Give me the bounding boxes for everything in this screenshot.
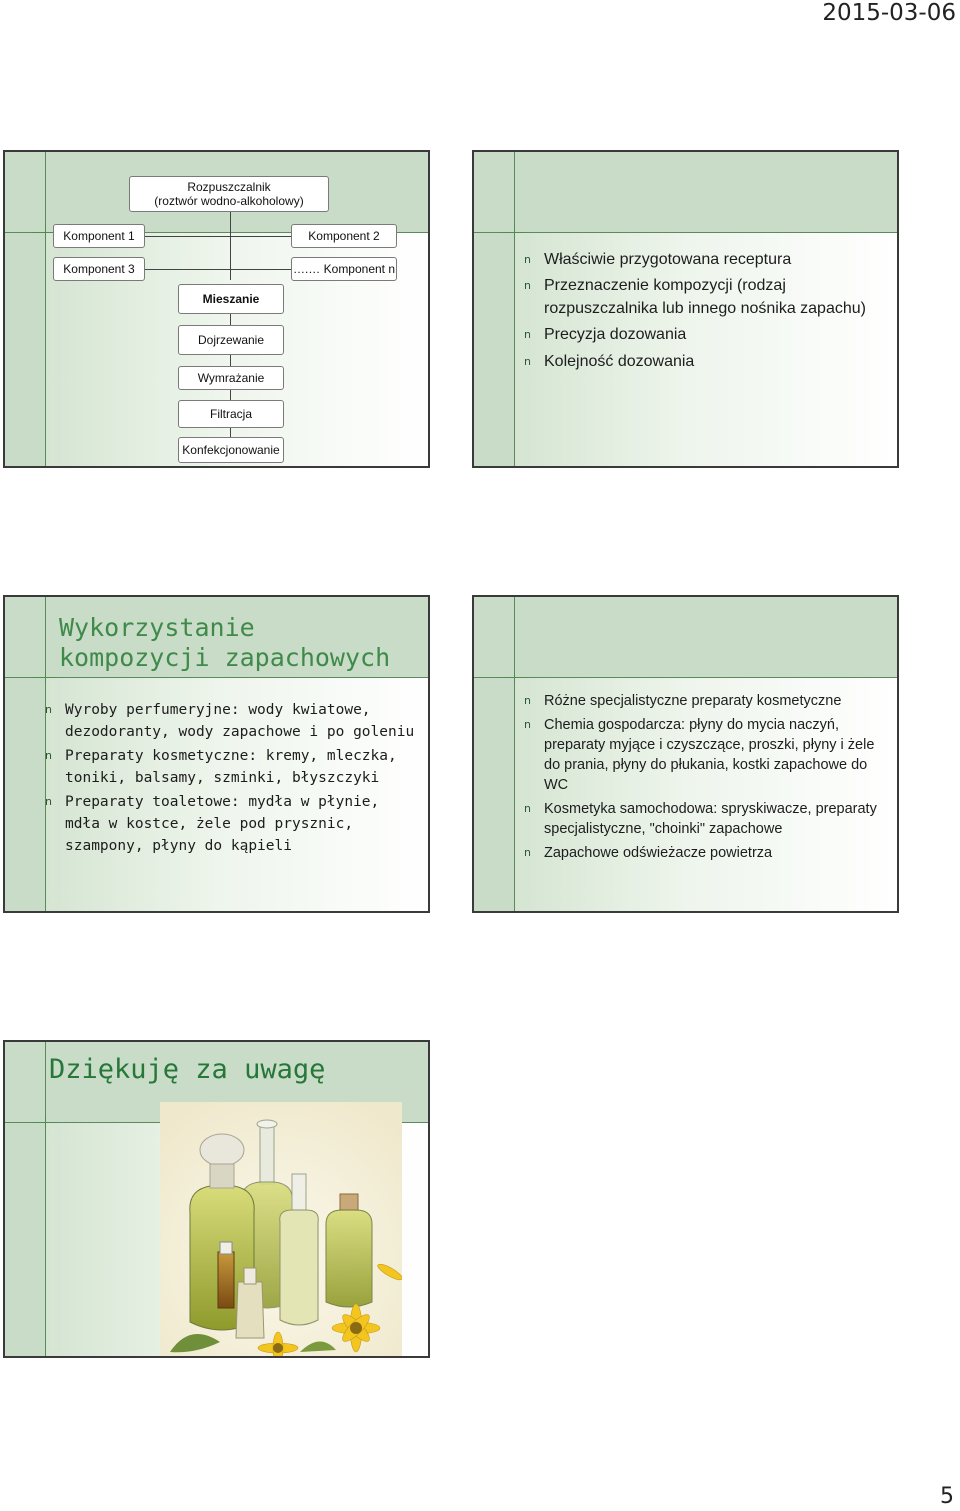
bullet-marker: n — [524, 718, 531, 731]
component-3-box: Komponent 3 — [53, 257, 145, 281]
list-item: n Zapachowe odświeżacze powietrza — [524, 845, 773, 861]
list-item: n Preparaty toaletowe: mydła w płynie, mdła w kostce, żele pod prysznic, szampony, płyny do kąpieli — [45, 791, 417, 857]
list-item: n Chemia gospodarcza: płyny do mycia naczyń, preparaty myjące i czyszczące, proszki, płyny i żele do prania, płyny do płukania, kostki zapachowe do WC — [524, 717, 875, 793]
step-maturing: Dojrzewanie — [178, 325, 284, 355]
slide-preparation — [472, 150, 899, 468]
bullet-marker: n — [524, 328, 531, 341]
bullet-marker: n — [524, 355, 531, 368]
list-item: n Precyzja dozowania — [524, 323, 869, 346]
crosshair-decoration — [33, 1116, 57, 1129]
bullet-marker: n — [524, 279, 531, 292]
list-item: n Różne specjalistyczne preparaty kosmetyczne — [524, 693, 842, 709]
list-item: n Kosmetyka samochodowa: spryskiwacze, preparaty specjalistyczne, "choinki" zapachowe — [524, 801, 877, 837]
slide-title: Dziękuję za uwagę — [49, 1054, 326, 1085]
solvent-box — [129, 176, 329, 212]
list-item: n Preparaty kosmetyczne: kremy, mleczka, toniki, balsamy, szminki, błyszczyki — [45, 745, 417, 789]
products-list — [524, 691, 884, 863]
component-n-box: ….… Komponent n — [291, 257, 397, 281]
bullet-marker: n — [45, 795, 52, 808]
slide-products — [472, 595, 899, 913]
component-2-box: Komponent 2 — [291, 224, 397, 248]
bullet-marker: n — [524, 253, 531, 266]
page-date: 2015-03-06 — [822, 0, 956, 26]
list-item: n Wyroby perfumeryjne: wody kwiatowe, dezodoranty, wody zapachowe i po goleniu — [45, 699, 417, 743]
slide-process-diagram — [3, 150, 430, 468]
preparation-list — [524, 248, 869, 373]
slide-thanks — [3, 1040, 430, 1358]
step-filtration: Filtracja — [178, 400, 284, 428]
perfume-bottles-illustration — [160, 1102, 402, 1358]
step-mixing: Mieszanie — [178, 284, 284, 314]
component-1-box: Komponent 1 — [53, 224, 145, 248]
crosshair-decoration — [502, 671, 526, 684]
step-packaging: Konfekcjonowanie — [178, 437, 284, 463]
list-item: n Właściwie przygotowana receptura — [524, 248, 869, 271]
list-item: n Przeznaczenie kompozycji (rodzaj rozpuszczalnika lub innego nośnika zapachu) — [524, 274, 869, 320]
crosshair-decoration — [33, 671, 57, 684]
slide-title: Wykorzystanie kompozycji zapachowych — [59, 613, 391, 672]
step-freezing: Wymrażanie — [178, 366, 284, 390]
solvent-label: Rozpuszczalnik — [187, 180, 271, 194]
uses-list — [45, 699, 417, 857]
page-number: 5 — [940, 1484, 954, 1509]
bullet-marker: n — [524, 846, 531, 859]
perfume-bottles-image — [160, 1102, 402, 1358]
bullet-marker: n — [524, 694, 531, 707]
crosshair-decoration — [502, 226, 526, 239]
solvent-sublabel: (roztwór wodno-alkoholowy) — [154, 194, 304, 208]
bullet-marker: n — [524, 802, 531, 815]
list-item: n Kolejność dozowania — [524, 350, 869, 373]
bullet-marker: n — [45, 749, 52, 762]
slide-uses — [3, 595, 430, 913]
bullet-marker: n — [45, 703, 52, 716]
